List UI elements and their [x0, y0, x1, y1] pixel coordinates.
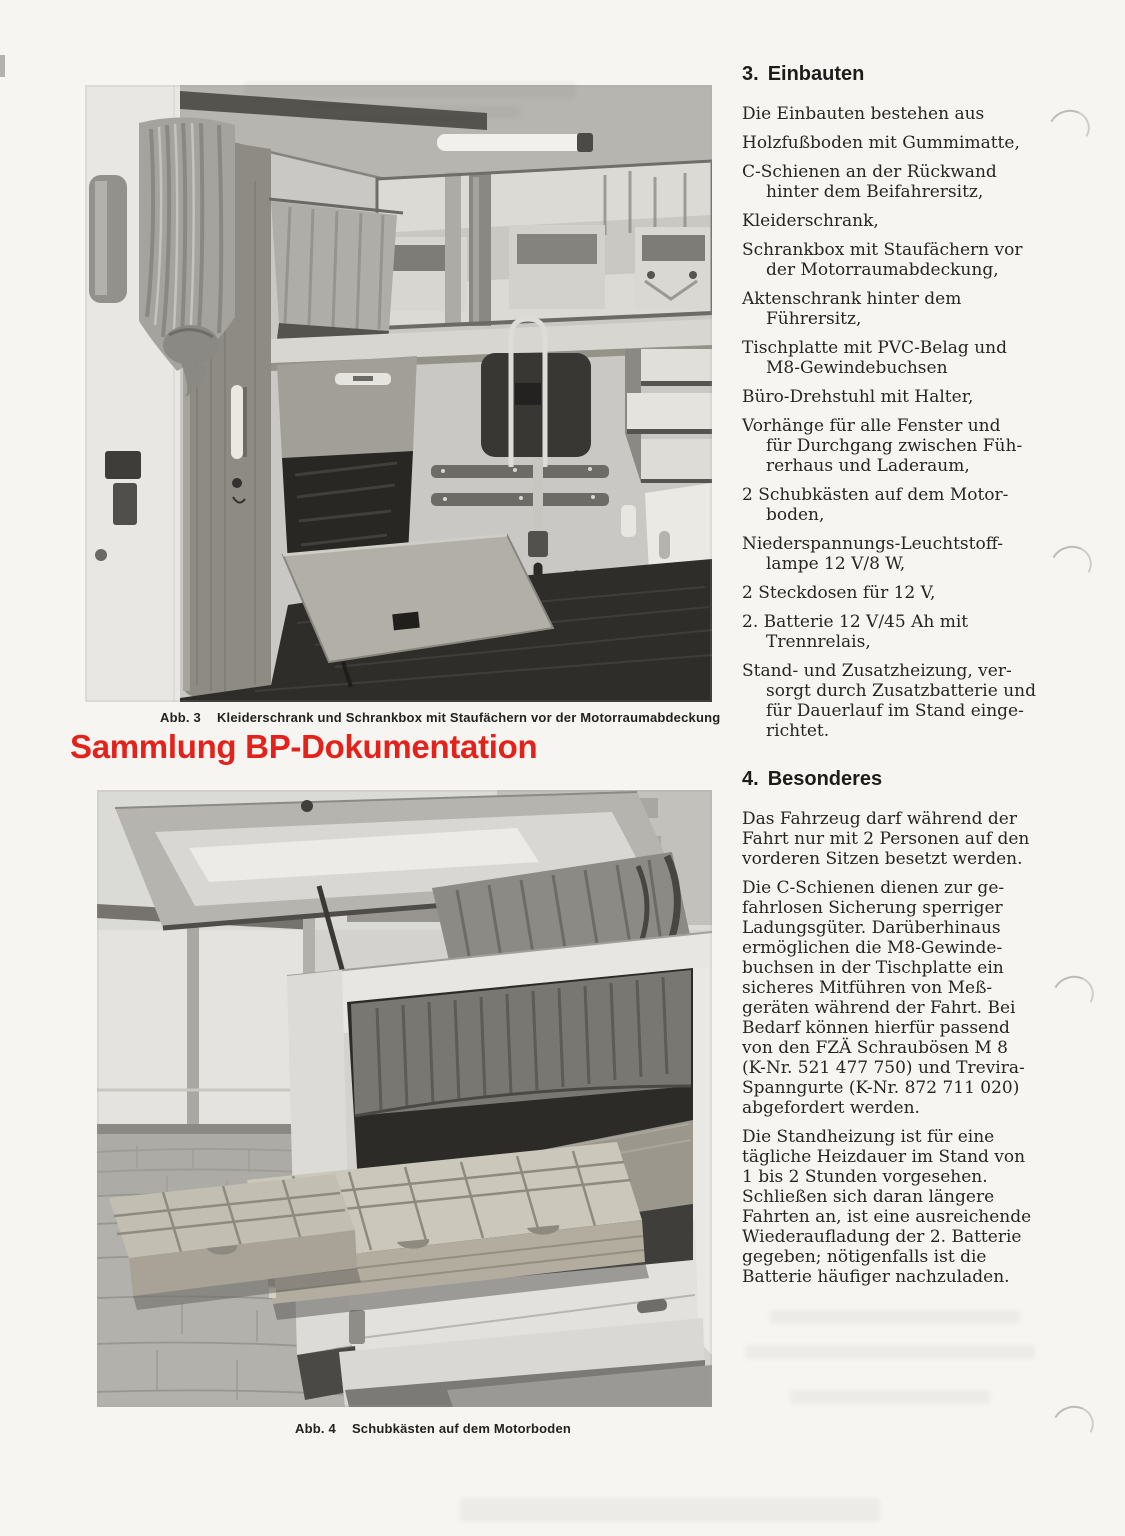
figure-3-photo-van-interior — [85, 85, 712, 702]
bleed-through-artifact — [300, 106, 520, 118]
door-handle — [231, 385, 243, 459]
text-line: Führersitz, — [766, 309, 862, 329]
figure-4-caption — [295, 1421, 571, 1437]
fluorescent-lamp — [437, 134, 585, 151]
text-line: sorgt durch Zusatzbatterie und — [766, 681, 1036, 701]
paragraph — [742, 809, 1042, 869]
punch-hole-mark — [1045, 540, 1097, 589]
bleed-through-artifact — [770, 1310, 1020, 1324]
text-line: von den FZÄ Schraubösen M 8 — [742, 1038, 1008, 1058]
background-shed — [97, 904, 315, 1134]
section-3-heading — [742, 62, 1042, 86]
paragraph — [742, 583, 1042, 603]
text-line: Schrankbox mit Staufächern vor — [742, 240, 1023, 260]
text-line: tägliche Heizdauer im Stand von — [742, 1147, 1026, 1167]
section-title: Besonderes — [767, 768, 883, 790]
scan-edge-speck — [0, 55, 5, 77]
figure-label: Abb. 4 — [295, 1421, 336, 1436]
section-number: 4. — [742, 768, 759, 790]
text-line: Trennrelais, — [766, 632, 871, 652]
text-line: buchsen in der Tischplatte ein — [742, 958, 1004, 978]
paragraph — [742, 534, 1042, 574]
text-line: M8-Gewindebuchsen — [766, 358, 948, 378]
text-line: der Motorraumabdeckung, — [766, 260, 999, 280]
text-line: 2. Batterie 12 V/45 Ah mit — [742, 612, 969, 632]
text-line: Holzfußboden mit Gummimatte, — [742, 133, 1020, 153]
van-interior-illustration — [85, 85, 712, 702]
text-line: Die Einbauten bestehen aus — [742, 104, 985, 124]
text-line: Bedarf können hierfür passend — [742, 1018, 1010, 1038]
paragraph — [742, 485, 1042, 525]
text-line: Tischplatte mit PVC-Belag und — [742, 338, 1008, 358]
paragraph — [742, 162, 1042, 202]
section-3-body — [742, 104, 1042, 741]
text-line: fahrlosen Sicherung sperriger — [742, 898, 1003, 918]
paragraph — [742, 661, 1042, 741]
text-line: für Durchgang zwischen Füh- — [766, 436, 1023, 456]
paragraph — [742, 211, 1042, 231]
text-line: abgefordert werden. — [742, 1098, 920, 1118]
storage-cabinet — [277, 356, 417, 564]
text-line: sicheres Mitführen von Meß- — [742, 978, 993, 998]
text-line: Fahrten an, ist eine ausreichende — [742, 1207, 1032, 1227]
text-line: Die C-Schienen dienen zur ge- — [742, 878, 1005, 898]
text-line: ermöglichen die M8-Gewinde- — [742, 938, 1003, 958]
text-line: Die Standheizung ist für eine — [742, 1127, 995, 1147]
text-line: lampe 12 V/8 W, — [766, 554, 906, 574]
text-line: 1 bis 2 Stunden vorgesehen. — [742, 1167, 988, 1187]
text-line: boden, — [766, 505, 825, 525]
paragraph — [742, 240, 1042, 280]
figure-4-photo-van-rear-drawers — [97, 790, 712, 1407]
text-line: 2 Schubkästen auf dem Motor- — [742, 485, 1009, 505]
text-line: Ladungsgüter. Darüberhinaus — [742, 918, 1001, 938]
paragraph — [742, 416, 1042, 476]
text-line: Fahrt nur mit 2 Personen auf den — [742, 829, 1030, 849]
tail-light — [349, 1310, 365, 1344]
text-line: geräten während der Fahrt. Bei — [742, 998, 1016, 1018]
van-rear-illustration — [97, 790, 712, 1407]
paragraph — [742, 612, 1042, 652]
text-line: vorderen Sitzen besetzt werden. — [742, 849, 1023, 869]
text-line: Kleiderschrank, — [742, 211, 879, 231]
punch-hole-mark — [1047, 1400, 1099, 1449]
section-title: Einbauten — [767, 63, 865, 85]
window-band — [377, 161, 712, 328]
bleed-through-artifact — [745, 1345, 1035, 1359]
section-4-heading — [742, 767, 1042, 791]
text-line: Büro-Drehstuhl mit Halter, — [742, 387, 974, 407]
text-line: Aktenschrank hinter dem — [742, 289, 962, 309]
section-number: 3. — [742, 63, 759, 85]
punch-hole-mark — [1047, 970, 1099, 1019]
text-line: (K-Nr. 521 477 750) und Trevira- — [742, 1058, 1025, 1078]
paragraph — [742, 104, 1042, 124]
bleed-through-artifact — [460, 1498, 880, 1522]
text-line: Wiederaufladung der 2. Batterie — [742, 1227, 1022, 1247]
bed-curtain — [269, 199, 403, 347]
paragraph — [742, 1127, 1042, 1287]
text-line: hinter dem Beifahrersitz, — [766, 182, 984, 202]
paragraph — [742, 289, 1042, 329]
text-line: Niederspannungs-Leuchtstoff- — [742, 534, 1003, 554]
text-line: richtet. — [766, 721, 830, 741]
paragraph — [742, 133, 1042, 153]
text-line: Stand- und Zusatzheizung, ver- — [742, 661, 1012, 681]
bleed-through-artifact — [790, 1390, 990, 1404]
text-column — [742, 62, 1042, 1296]
right-drawers — [625, 349, 712, 483]
text-line: Das Fahrzeug darf während der — [742, 809, 1017, 829]
text-line: Schließen sich daran längere — [742, 1187, 995, 1207]
text-line: rerhaus und Laderaum, — [766, 456, 970, 476]
figure-caption-text: Kleiderschrank und Schrankbox mit Staufächern vor der Motorraumabdeckung — [216, 710, 721, 725]
text-line: gegeben; nötigenfalls ist die — [742, 1247, 987, 1267]
text-line: Spanngurte (K-Nr. 872 711 020) — [742, 1078, 1020, 1098]
figure-caption-text: Schubkästen auf dem Motorboden — [351, 1421, 572, 1436]
text-line: Batterie häufiger nachzuladen. — [742, 1267, 1010, 1287]
punch-hole-mark — [1043, 104, 1095, 153]
figure-label: Abb. 3 — [160, 710, 201, 725]
paragraph — [742, 338, 1042, 378]
bleed-through-artifact — [245, 82, 575, 98]
tailgate-lock — [301, 800, 313, 812]
paragraph — [742, 878, 1042, 1118]
section-4-body — [742, 809, 1042, 1287]
paragraph — [742, 387, 1042, 407]
text-line: C-Schienen an der Rückwand — [742, 162, 997, 182]
text-line: Vorhänge für alle Fenster und — [742, 416, 1001, 436]
text-line: 2 Steckdosen für 12 V, — [742, 583, 936, 603]
figure-3-caption — [160, 710, 720, 726]
text-line: für Dauerlauf im Stand einge- — [766, 701, 1024, 721]
watermark: Sammlung BP-Dokumentation — [70, 728, 538, 765]
